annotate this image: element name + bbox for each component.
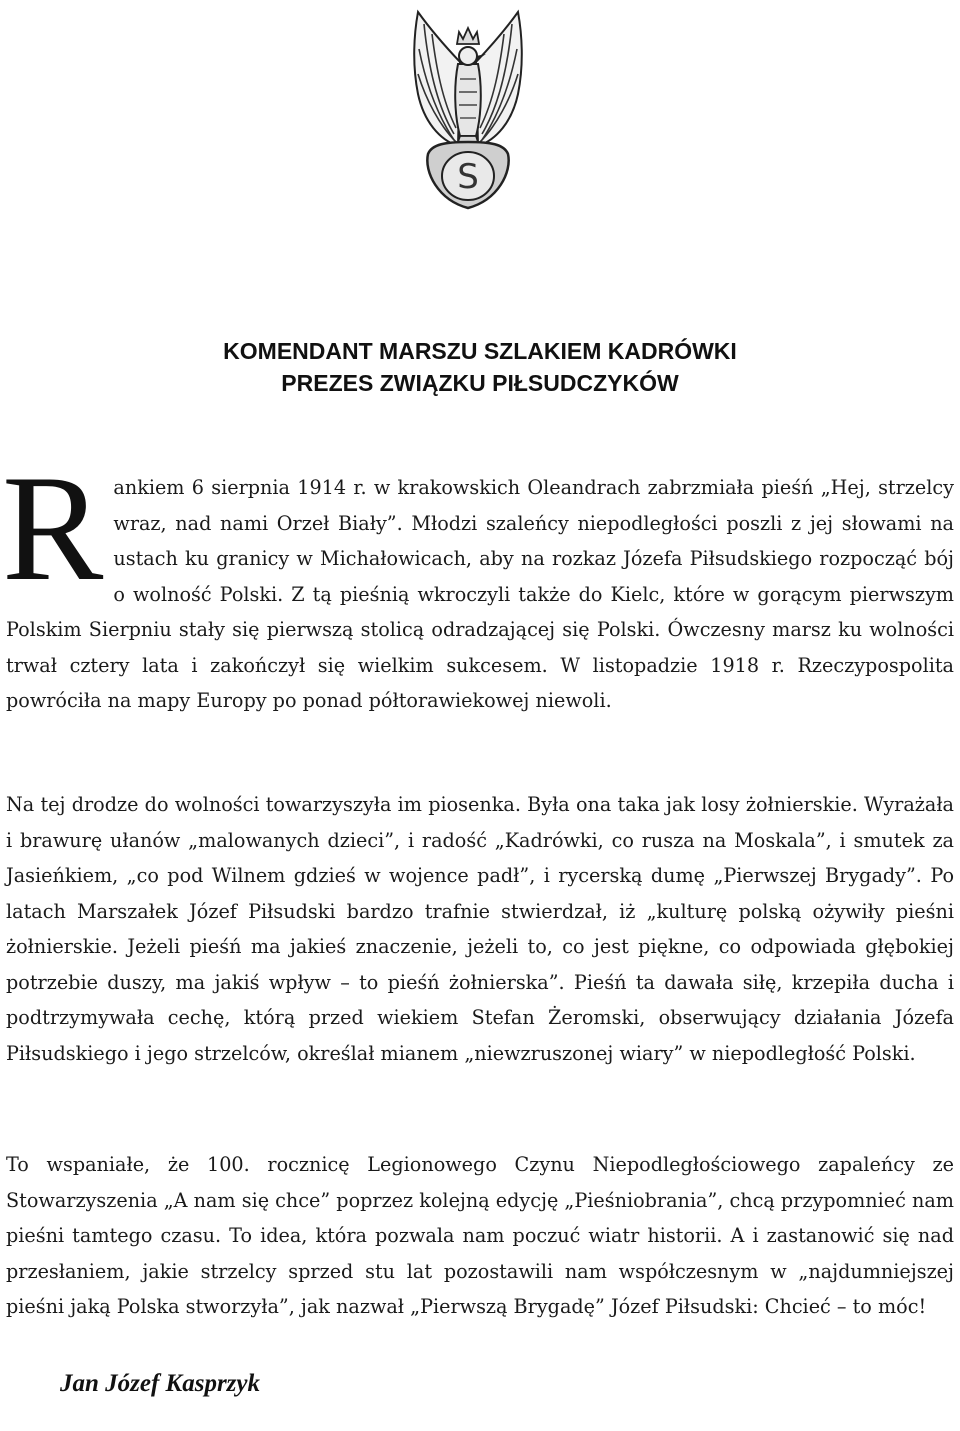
paragraph-1-text: ankiem 6 sierpnia 1914 r. w krakowskich Oleandrach zabrzmiała pieśń „Hej, strzelcy wraz, nad nami Orzeł Biały”. Młodzi szaleńcy niepodległości poszli z jej słowami na ustach ku granicy w Michałowicach, aby na rozkaz Józefa Piłsudskiego rozpocząć bój o wolność Polski. Z tą pieśnią wkroczyli także do Kielc, które w gorącym pierwszym Polskim Sierpniu stały się pierwszą stolicą odradzającej się Polski. Ówczesny marsz ku wolności trwał cztery lata i zakończył się wielkim sukcesem. W listopadzie 1918 r. Rzeczypospolita powróciła na mapy Europy po ponad półtorawiekowej niewoli. xyxy=(6,476,954,712)
document-title: KOMENDANT MARSZU SZLAKIEM KADRÓWKI xyxy=(223,338,737,364)
document-subtitle: PREZES ZWIĄZKU PIŁSUDCZYKÓW xyxy=(281,370,679,396)
paragraph-2: Na tej drodze do wolności towarzyszyła im piosenka. Była ona taka jak losy żołnierskie. Wyrażała i brawurę ułanów „malowanych dzieci”, i radość „Kadrówki, co rusza na Moskala”, i smutek za Jasieńkiem, „co pod Wilnem gdzieś w wojence padł”, i rycerską dumę „Pierwszej Brygady”. Po latach Marszałek Józef Piłsudski bardzo trafnie stwierdzał, iż „kulturę polską ożywiły pieśni żołnierskie. Jeżeli pieśń ma jakieś znaczenie, jeżeli to, co jest piękne, co odpowiada głębokiej potrzebie duszy, ma jakiś wpływ – to pieśń żołnierska”. Pieśń ta dawała siłę, krzepiła ducha i podtrzymywała cechę, którą przed wiekiem Stefan Żeromski, obserwujący działania Józefa Piłsudskiego i jego strzelców, określał mianem „niewzruszonej wiary” w niepodległość Polski. xyxy=(6,793,954,1065)
drop-cap: R xyxy=(2,444,104,612)
polish-eagle-emblem-icon xyxy=(388,4,548,214)
paragraph-1 xyxy=(2,444,954,719)
svg-text:S: S xyxy=(457,157,479,197)
paragraph-3: To wspaniałe, że 100. rocznicę Legionowego Czynu Niepodległościowego zapaleńcy ze Stowarzyszenia „A nam się chce” poprzez kolejną edycję „Pieśniobrania”, chcą przypomnieć nam pieśni tamtego czasu. To idea, która pozwala nam poczuć wiatr historii. A i zastanowić się nad przesłaniem, jakie strzelcy sprzed stu lat pozostawili nam współczesnym w „najdumniejszej pieśni jaką Polska stworzyła”, jak nazwał „Pierwszą Brygadę” Józef Piłsudski: Chcieć – to móc! xyxy=(6,1153,954,1318)
signature: Jan Józef Kasprzyk xyxy=(60,1370,261,1397)
